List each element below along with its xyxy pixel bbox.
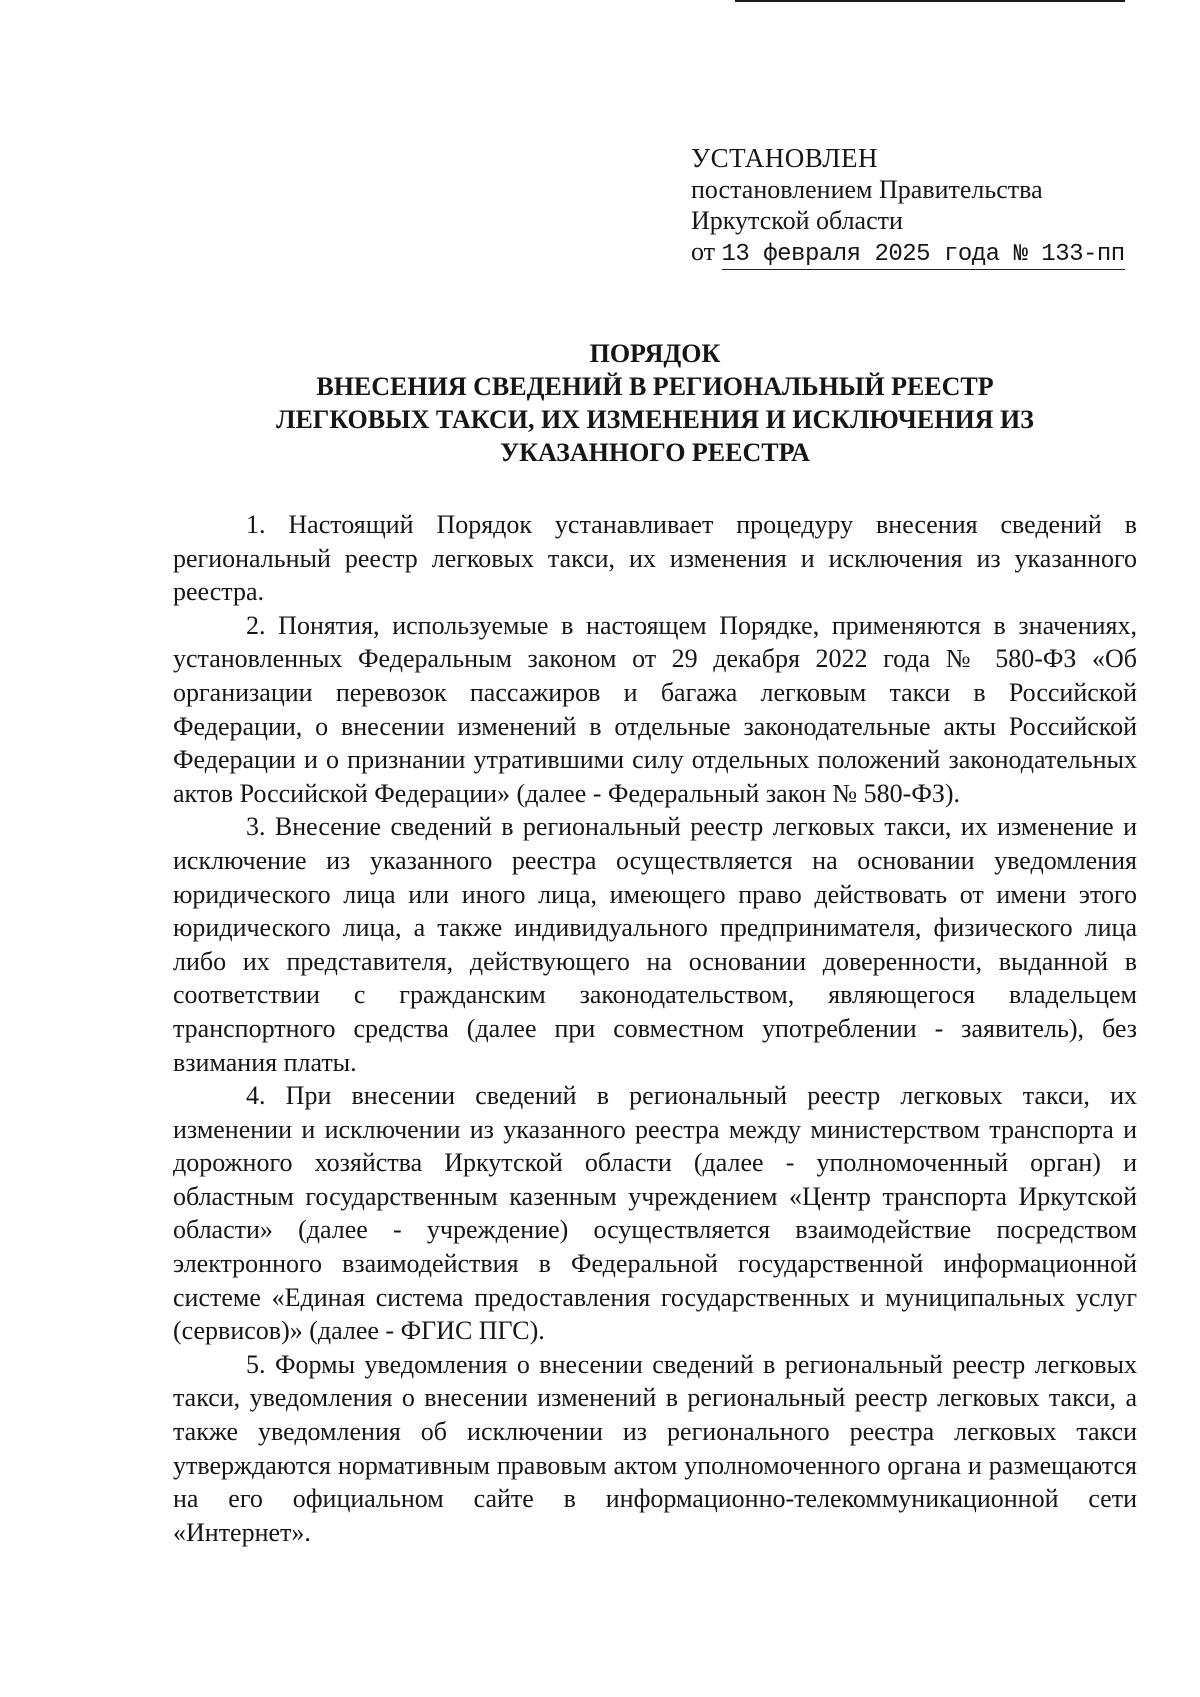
approval-stamp-block — [691, 143, 1151, 270]
paragraph-1: 1. Настоящий Порядок устанавливает процедуру внесения сведений в региональный реестр легковых такси, их изменения и исключения из указанного реестра. — [173, 510, 1137, 607]
title-line-3: ЛЕГКОВЫХ ТАКСИ, ИХ ИЗМЕНЕНИЯ И ИСКЛЮЧЕНИЯ ИЗ — [276, 405, 1034, 434]
approval-line-1: постановлением Правительства — [691, 175, 1043, 204]
approval-heading: УСТАНОВЛЕН — [691, 143, 879, 173]
paragraph-2: 2. Понятия, используемые в настоящем Порядке, применяются в значениях, установленных Федеральным законом от 29 декабря 2022 года № 580-ФЗ «Об организации перевозок пассажиров и багажа легковым такси в Российской Федерации, о внесении изменений в отдельные законодательные акты Российской Федерации и о признании утратившими силу отдельных положений законодательных актов Российской Федерации» (далее - Федеральный закон № 580-ФЗ). — [173, 610, 1137, 808]
title-line-2: ВНЕСЕНИЯ СВЕДЕНИЙ В РЕГИОНАЛЬНЫЙ РЕЕСТР — [316, 372, 994, 401]
title-line-1: ПОРЯДОК — [589, 339, 721, 368]
document-body — [173, 508, 1137, 1549]
title-line-4: УКАЗАННОГО РЕЕСТРА — [500, 438, 810, 467]
paragraph-4: 4. При внесении сведений в региональный реестр легковых такси, их изменении и исключении из указанного реестра между министерством транспорта и дорожного хозяйства Иркутской области (далее - уполномоченный орган) и областным государственным казенным учреждением «Центр транспорта Иркутской области» (далее - учреждение) осуществляется взаимодействие посредством электронного взаимодействия в Федеральной государственной информационной системе «Единая система предоставления государственных и муниципальных услуг (сервисов)» (далее - ФГИС ПГС). — [173, 1081, 1137, 1346]
approval-date-prefix: от — [691, 237, 716, 266]
top-border-line — [735, 0, 1125, 2]
approval-line-2: Иркутской области — [691, 206, 903, 235]
paragraph-5: 5. Формы уведомления о внесении сведений в региональный реестр легковых такси, уведомления о внесении изменений в региональный реестр легковых такси, а также уведомления об исключении из регионального реестра легковых такси утверждаются нормативным правовым актом уполномоченного органа и размещаются на его официальном сайте в информационно-телекоммуникационной сети «Интернет». — [173, 1349, 1137, 1547]
approval-date-number: 13 февраля 2025 года № 133-пп — [721, 241, 1125, 268]
approval-date-line — [691, 236, 1151, 270]
document-title — [160, 337, 1150, 469]
paragraph-3: 3. Внесение сведений в региональный реестр легковых такси, их изменение и исключение из указанного реестра осуществляется на основании уведомления юридического лица или иного лица, имеющего право действовать от имени этого юридического лица, а также индивидуального предпринимателя, физического лица либо их представителя, действующего на основании доверенности, выданной в соответствии с гражданским законодательством, являющегося владельцем транспортного средства (далее при совместном употреблении - заявитель), без взимания платы. — [173, 812, 1137, 1077]
